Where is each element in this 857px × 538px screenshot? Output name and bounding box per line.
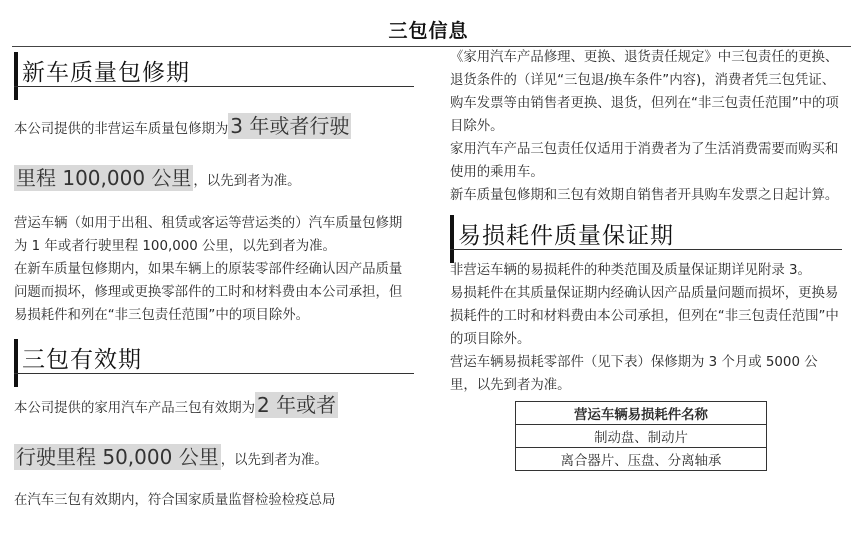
section-heading-three-guarantees xyxy=(14,333,414,381)
paragraph xyxy=(14,102,414,206)
paragraph: 新车质量包修期和三包有效期自销售者开具购车发票之日起计算。 xyxy=(450,188,839,203)
paragraph xyxy=(14,381,414,485)
text: 本公司提供的非营运车质量包修期为 xyxy=(14,122,229,137)
paragraph: 非营运车辆的易损耗件的种类范围及质量保证期详见附录 3。 xyxy=(450,263,811,278)
table-row xyxy=(516,448,767,471)
table-header-row xyxy=(516,402,767,425)
table-header-cell: 营运车辆易损耗件名称 xyxy=(516,402,767,425)
section-title: 易损耗件质量保证期 xyxy=(458,223,674,249)
paragraph: 易损耗件在其质量保证期内经确认因产品质量问题而损坏，更换易损耗件的工时和材料费由本公司承担，但列在“非三包责任范围”中的项目除外。 xyxy=(450,286,839,347)
text: ，以先到者为准。 xyxy=(220,453,328,468)
text: 本公司提供的家用汽车产品三包有效期为 xyxy=(14,401,256,416)
heading-rule xyxy=(14,373,414,374)
paragraph: 营运车辆（如用于出租、租赁或客运等营运类的）汽车质量包修期为 1 年或者行驶里程 100,000 公里，以先到者为准。 xyxy=(14,216,403,254)
paragraph: 家用汽车产品三包责任仅适用于消费者为了生活消费需要而购买和使用的乘用车。 xyxy=(450,142,839,180)
table-cell: 离合器片、压盘、分离轴承 xyxy=(516,448,767,471)
heading-marker xyxy=(14,52,18,100)
paragraph: 营运车辆易损耗零部件（见下表）保修期为 3 个月或 5000 公里，以先到者为准。 xyxy=(450,355,818,393)
section-title: 新车质量包修期 xyxy=(22,60,190,86)
text: ，以先到者为准。 xyxy=(193,174,301,189)
highlight: 3 年或者行驶 xyxy=(230,114,350,138)
heading-rule xyxy=(450,249,842,250)
left-column xyxy=(14,46,414,512)
paragraph: 《家用汽车产品修理、更换、退货责任规定》中三包责任的更换、退货条件的（详见“三包退/换车条件”内容)，消费者凭三包凭证、购车发票等由销售者更换、退货，但列在“非三包责任范围”中的项目除外。 xyxy=(450,50,839,134)
section-heading-wear-parts xyxy=(450,209,842,257)
table-cell: 制动盘、制动片 xyxy=(516,425,767,448)
section-heading-warranty xyxy=(14,46,414,94)
highlight: 行驶里程 50,000 公里 xyxy=(16,445,219,469)
right-column xyxy=(450,46,842,471)
heading-rule xyxy=(14,86,414,87)
heading-marker xyxy=(14,339,18,387)
paragraph: 在汽车三包有效期内，符合国家质量监督检验检疫总局 xyxy=(14,493,336,508)
heading-marker xyxy=(450,215,454,263)
highlight: 2 年或者 xyxy=(257,393,337,417)
highlight: 里程 100,000 公里 xyxy=(16,166,192,190)
page-title: 三包信息 xyxy=(388,20,469,42)
paragraph: 在新车质量包修期内，如果车辆上的原装零部件经确认因产品质量问题而损坏，修理或更换零部件的工时和材料费由本公司承担，但易损耗件和列在“非三包责任范围”中的项目除外。 xyxy=(14,262,403,323)
table-row xyxy=(516,425,767,448)
section-title: 三包有效期 xyxy=(22,347,142,373)
wear-parts-table xyxy=(515,401,767,471)
